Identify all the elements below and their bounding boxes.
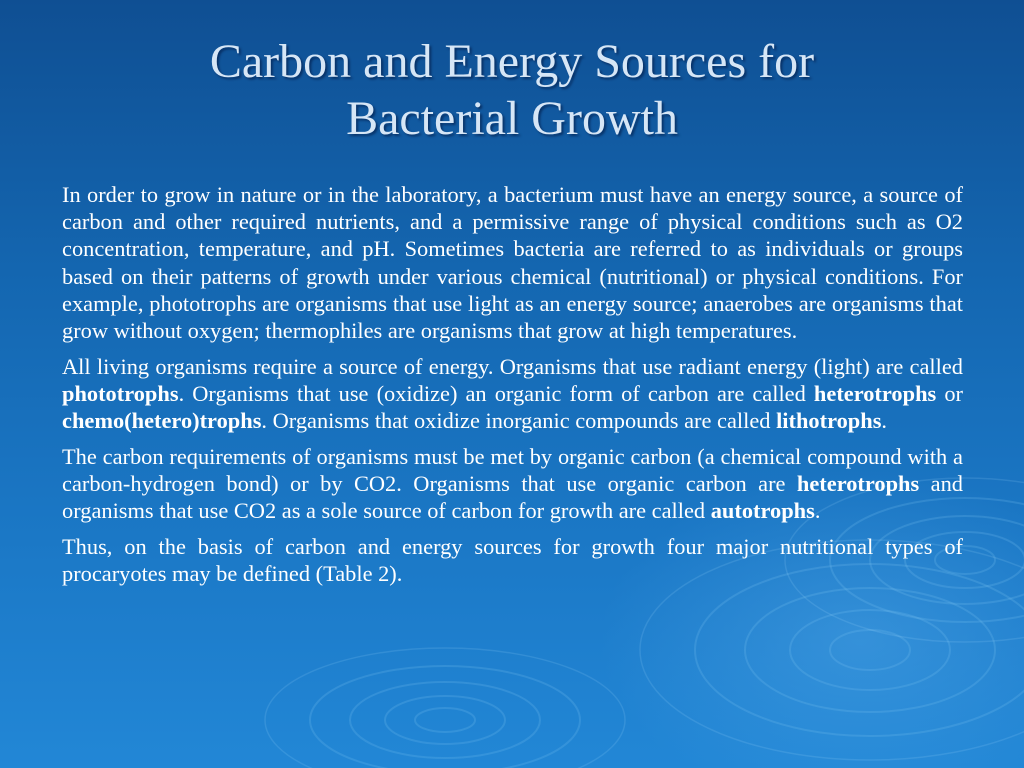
paragraph-text: or bbox=[936, 380, 963, 406]
bold-term: phototrophs bbox=[62, 380, 179, 406]
body-paragraph bbox=[62, 443, 963, 525]
paragraph-text: The carbon requirements of organisms must be met by organic carbon (a chemical compound with a carbon-hydrogen bond) or by CO2. Organisms that use organic carbon are bbox=[62, 443, 963, 497]
bold-term: chemo(hetero)trophs bbox=[62, 408, 262, 434]
paragraph-text: Thus, on the basis of carbon and energy sources for growth four major nutritional types of procaryotes may be defined (Table 2). bbox=[62, 533, 963, 587]
slide-title bbox=[80, 33, 944, 147]
paragraph-text: and organisms that use CO2 as a sole source of carbon for growth are called bbox=[62, 471, 963, 524]
paragraph-text: . bbox=[814, 498, 821, 524]
body-paragraph bbox=[62, 533, 963, 587]
paragraph-text: . Organisms that oxidize inorganic compounds are called bbox=[261, 408, 777, 434]
slide-title-line-1: Carbon and Energy Sources for bbox=[209, 35, 815, 88]
bold-term: heterotrophs bbox=[796, 471, 920, 497]
paragraph-text: . bbox=[881, 408, 888, 434]
bold-term: lithotrophs bbox=[776, 408, 882, 434]
body-paragraph bbox=[62, 181, 963, 344]
slide-title-line-2: Bacterial Growth bbox=[346, 92, 678, 145]
paragraph-text: . Organisms that use (oxidize) an organic form of carbon are called bbox=[178, 380, 814, 406]
paragraph-text: In order to grow in nature or in the laboratory, a bacterium must have an energy source, a source of carbon and other required nutrients, and a permissive range of physical conditions such as O2 concentration, temperature, and pH. Sometimes bacteria are referred to as individuals or groups based on their patterns of growth under various chemical (nutritional) or physical conditions. For example, phototrophs are organisms that use light as an energy source; anaerobes are organisms that grow without oxygen; thermophiles are organisms that grow at high temperatures. bbox=[62, 182, 963, 344]
slide-body bbox=[62, 181, 963, 596]
bold-term: heterotrophs bbox=[813, 380, 937, 406]
bold-term: autotrophs bbox=[710, 498, 815, 524]
paragraph-text: All living organisms require a source of energy. Organisms that use radiant energy (light) are called bbox=[62, 353, 963, 379]
body-paragraph bbox=[62, 353, 963, 435]
